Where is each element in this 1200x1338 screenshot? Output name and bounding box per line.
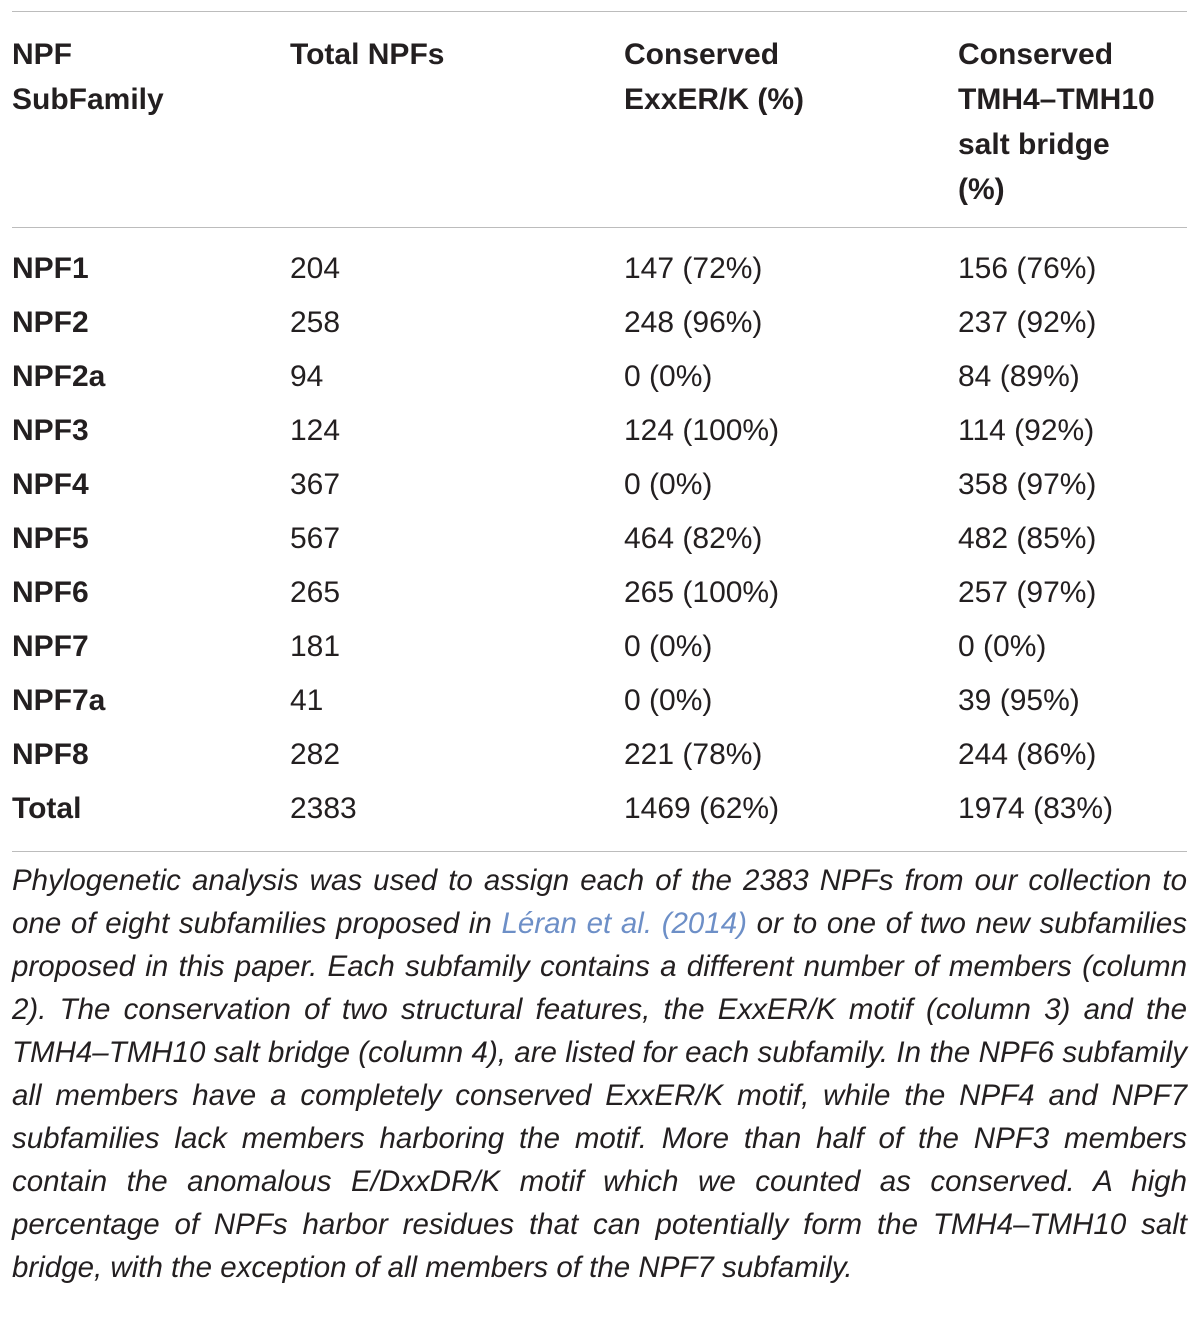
table-cell: 0 (0%) <box>624 468 713 501</box>
table-cell: 265 <box>290 576 341 609</box>
table-cell: NPF7a <box>12 684 106 717</box>
table-cell: 358 (97%) <box>958 468 1097 501</box>
header-total: Total NPFs <box>290 38 445 71</box>
table-row <box>0 458 1190 512</box>
table-cell: 124 <box>290 414 341 447</box>
table-cell: 1469 (62%) <box>624 792 780 825</box>
table-cell: 0 (0%) <box>624 360 713 393</box>
table-cell: 0 (0%) <box>624 630 713 663</box>
header-salt-bridge: Conserved TMH4–TMH10 salt bridge (%) <box>958 38 1155 206</box>
table-row <box>0 242 1190 296</box>
table-cell: 84 (89%) <box>958 360 1080 393</box>
table-cell: 0 (0%) <box>624 684 713 717</box>
table-cell: 41 <box>290 684 324 717</box>
table-row <box>0 404 1190 458</box>
table-cell: 257 (97%) <box>958 576 1097 609</box>
table-cell: 567 <box>290 522 341 555</box>
table-cell: 265 (100%) <box>624 576 780 609</box>
citation-link[interactable]: Léran et al. (2014) <box>501 907 747 940</box>
table-cell: NPF7 <box>12 630 89 663</box>
table-cell: 94 <box>290 360 324 393</box>
table-row <box>0 296 1190 350</box>
table-cell: 464 (82%) <box>624 522 763 555</box>
table-cell: NPF4 <box>12 468 89 501</box>
table-cell: 124 (100%) <box>624 414 780 447</box>
bottom-rule <box>12 851 1187 852</box>
table-cell: NPF3 <box>12 414 89 447</box>
table-cell: 367 <box>290 468 341 501</box>
table-cell: 156 (76%) <box>958 252 1097 285</box>
table-row <box>0 512 1190 566</box>
table-cell: 204 <box>290 252 341 285</box>
table-cell: NPF8 <box>12 738 89 771</box>
header-subfamily: NPF SubFamily <box>12 38 164 116</box>
table-cell: NPF1 <box>12 252 89 285</box>
table-row <box>0 620 1190 674</box>
table-cell: 181 <box>290 630 341 663</box>
data-table <box>0 242 1190 836</box>
table-cell: 482 (85%) <box>958 522 1097 555</box>
table-cell: 258 <box>290 306 341 339</box>
table-row <box>0 674 1190 728</box>
table-cell: Total <box>12 792 82 825</box>
table-cell: NPF6 <box>12 576 89 609</box>
top-rule <box>12 11 1187 12</box>
table-row <box>0 728 1190 782</box>
table-cell: NPF2 <box>12 306 89 339</box>
table-cell: 2383 <box>290 792 357 825</box>
header-exxer: Conserved ExxER/K (%) <box>624 38 805 116</box>
table-row <box>0 566 1190 620</box>
header-rule <box>12 227 1187 228</box>
table-row <box>0 350 1190 404</box>
table-cell: 147 (72%) <box>624 252 763 285</box>
table-cell: NPF5 <box>12 522 89 555</box>
table-cell: 221 (78%) <box>624 738 763 771</box>
table-cell: 244 (86%) <box>958 738 1097 771</box>
table-cell: 114 (92%) <box>958 414 1095 447</box>
table-caption: Phylogenetic analysis was used to assign each of the 2383 NPFs from our collection to one of eight subfamilies proposed in Léran et al. (2014) or to one of two new subfamilies proposed in this paper. Each subfamily contains a different number of members (column 2). The conservation of two structural features, the ExxER/K motif (column 3) and the TMH4–TMH10 salt bridge (column 4), are listed for each subfamily. In the NPF6 subfamily all members have a completely conserved ExxER/K motif, while the NPF4 and NPF7 subfamilies lack members harboring the motif. More than half of the NPF3 members contain the anomalous E/DxxDR/K motif which we counted as conserved. A high percentage of NPFs harbor residues that can potentially form the TMH4–TMH10 salt bridge, with the exception of all members of the NPF7 subfamily. <box>12 864 1188 1284</box>
table-cell: 248 (96%) <box>624 306 763 339</box>
table-cell: 282 <box>290 738 341 771</box>
table-cell: 237 (92%) <box>958 306 1097 339</box>
table-cell: 0 (0%) <box>958 630 1047 663</box>
table-row <box>0 782 1190 836</box>
table-cell: NPF2a <box>12 360 106 393</box>
table-cell: 39 (95%) <box>958 684 1080 717</box>
table-cell: 1974 (83%) <box>958 792 1114 825</box>
